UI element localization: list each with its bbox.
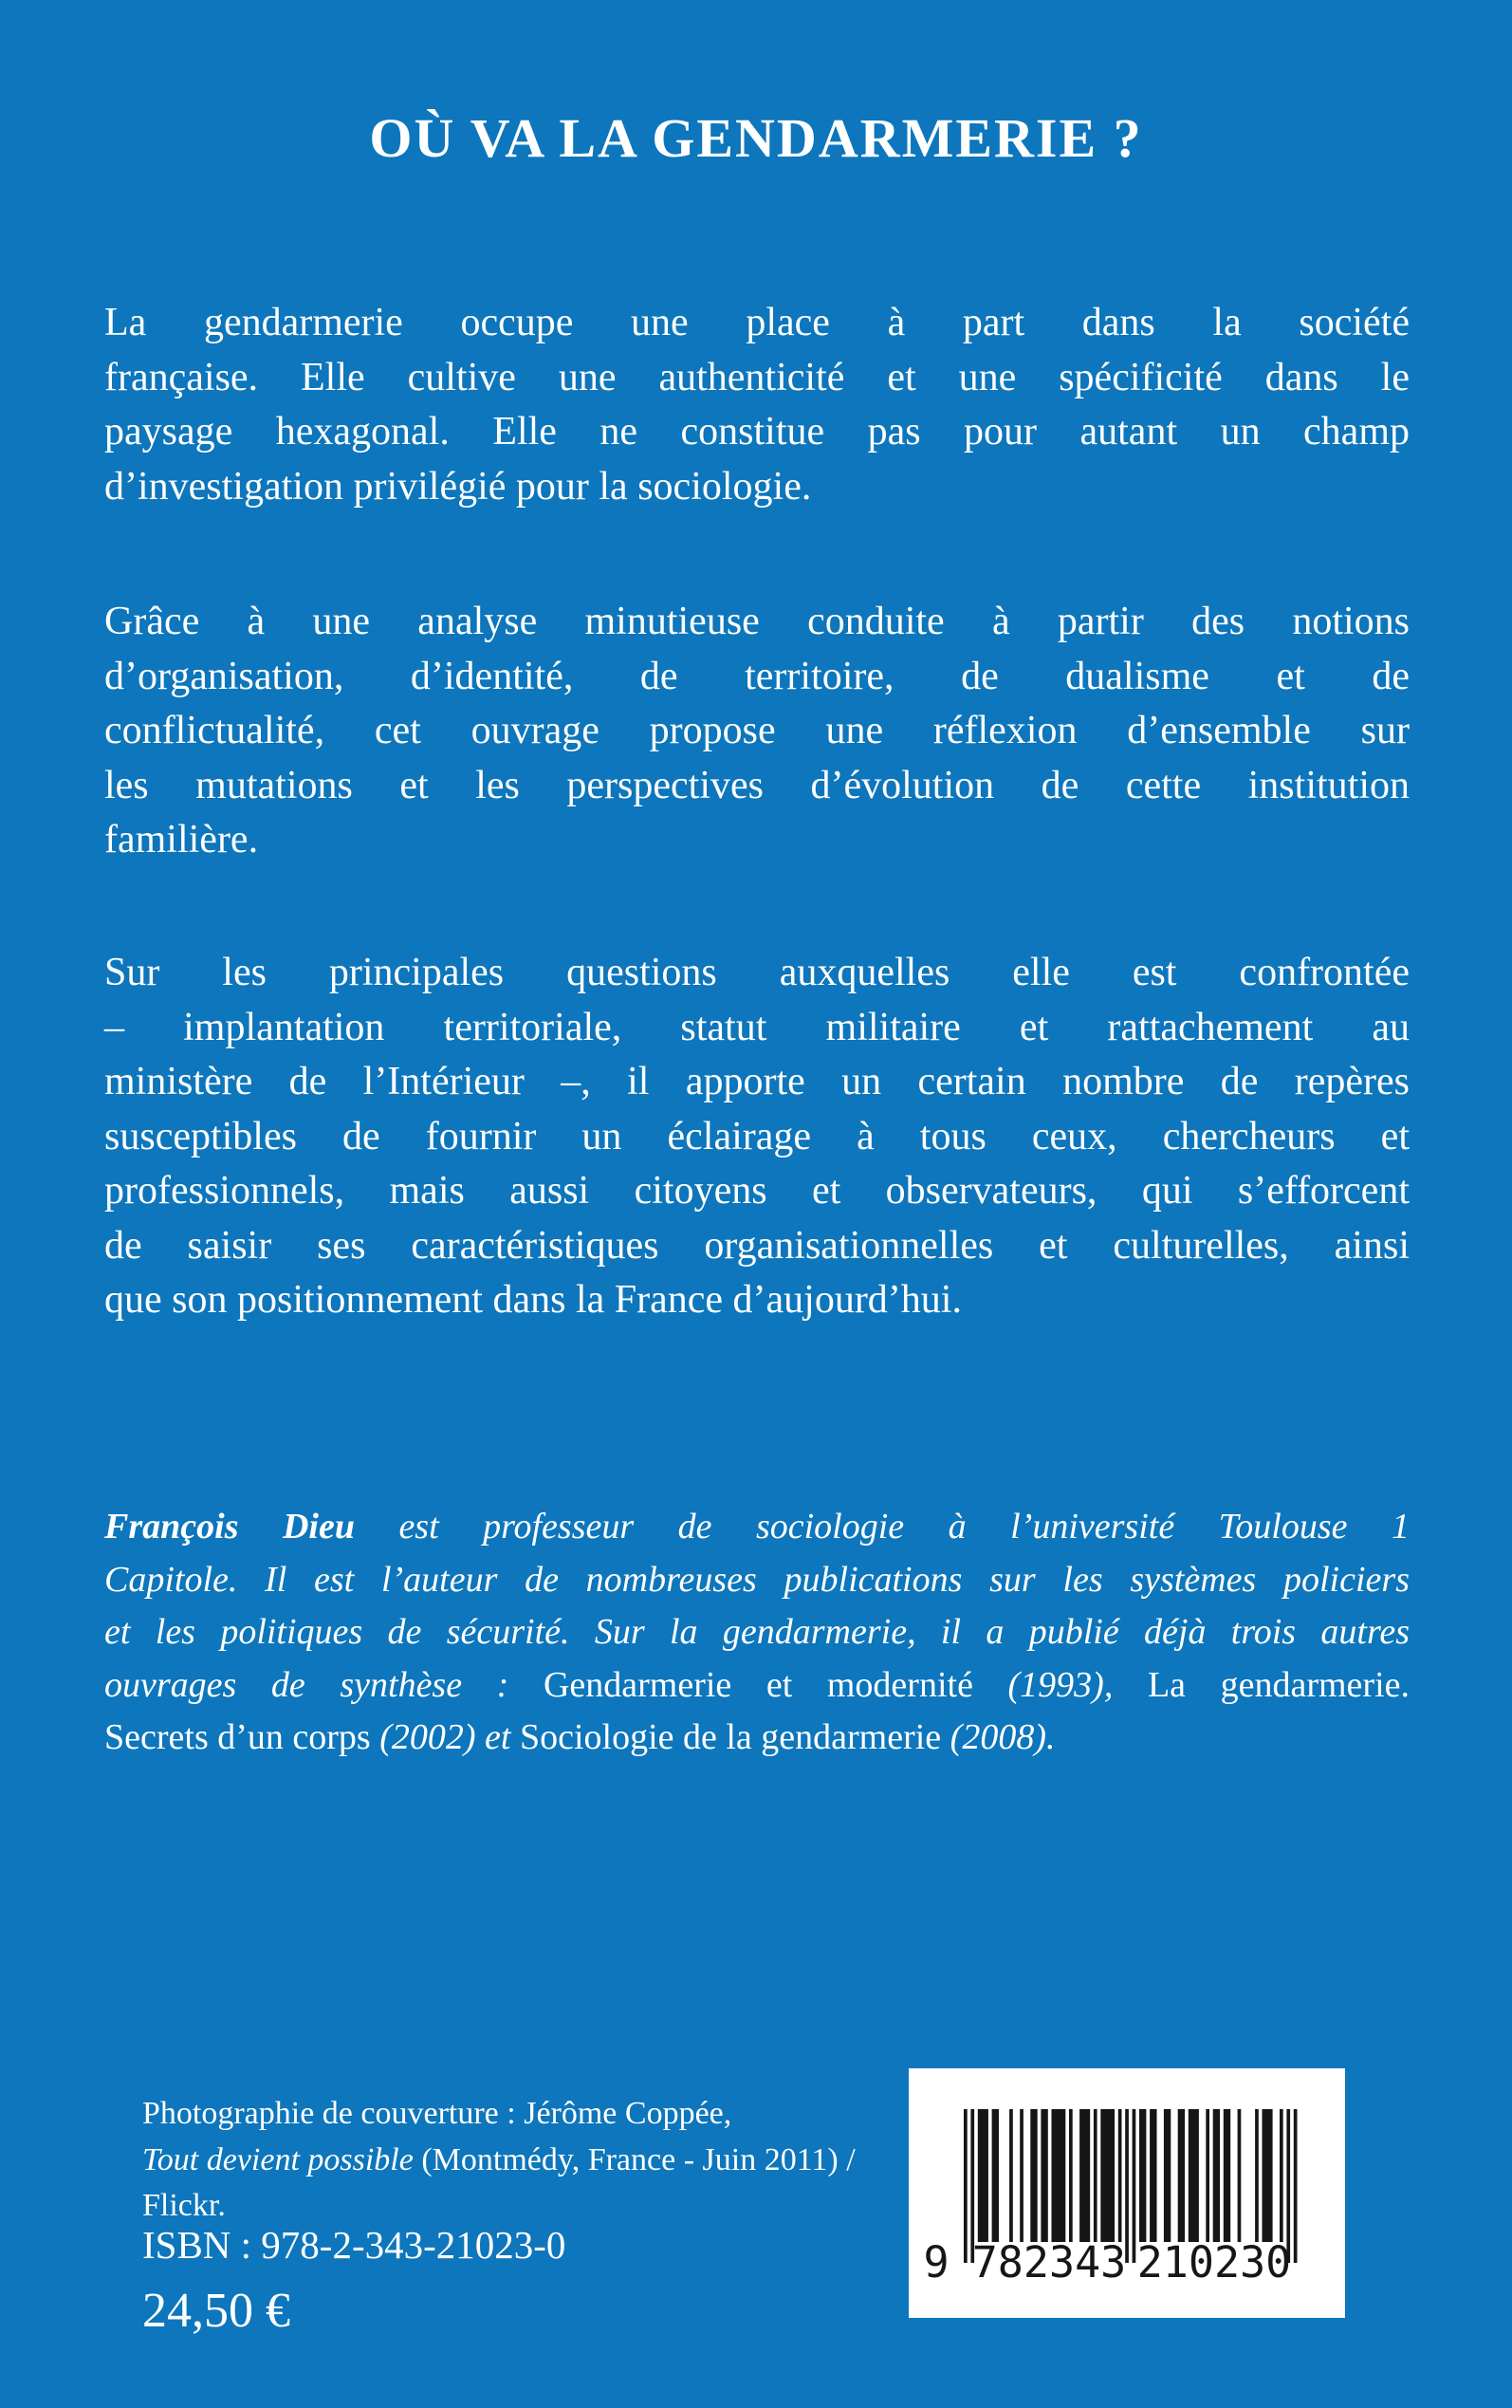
barcode-digit-group-3: 210230	[1136, 2237, 1292, 2288]
text-line: conflictualité, cet ouvrage propose une réflexion d’ensemble sur	[104, 709, 1410, 752]
text-line: susceptibles de fournir un éclairage à tous ceux, chercheurs et	[104, 1114, 1410, 1158]
text-line: François Dieu est professeur de sociologie à l’université Toulouse 1	[104, 1507, 1410, 1547]
isbn-text: ISBN : 978-2-343-21023-0	[142, 2223, 566, 2267]
text-line: paysage hexagonal. Elle ne constitue pas pour autant un champ	[104, 410, 1410, 454]
text-line: – implantation territoriale, statut militaire et rattachement au	[104, 1005, 1410, 1049]
synopsis-paragraph-1	[104, 296, 1410, 514]
text-line: française. Elle cultive une authenticité et une spécificité dans le	[104, 355, 1410, 399]
synopsis-paragraph-3	[104, 946, 1410, 1328]
author-bio	[104, 1501, 1410, 1765]
synopsis-paragraph-2	[104, 595, 1410, 868]
text-line: Capitole. Il est l’auteur de nombreuses publications sur les systèmes policiers	[104, 1559, 1410, 1600]
text-line: d’organisation, d’identité, de territoire, de dualisme et de	[104, 654, 1410, 698]
price-text: 24,50 €	[142, 2284, 290, 2338]
text-line: Photographie de couverture : Jérôme Coppée,	[142, 2096, 732, 2131]
photo-credit	[142, 2091, 996, 2230]
text-line: familière.	[104, 818, 259, 861]
barcode-digit-group-1: 9	[923, 2237, 950, 2288]
text-line: professionnels, mais aussi citoyens et observateurs, qui s’efforcent	[104, 1169, 1410, 1213]
barcode	[909, 2068, 1345, 2318]
text-line: ministère de l’Intérieur –, il apporte un certain nombre de repères	[104, 1060, 1410, 1103]
text-line: Flickr.	[142, 2188, 226, 2223]
barcode-digit-group-2: 782343	[971, 2237, 1127, 2288]
text-line: ouvrages de synthèse : Gendarmerie et modernité (1993), La gendarmerie.	[104, 1664, 1410, 1705]
text-line: que son positionnement dans la France d’aujourd’hui.	[104, 1278, 962, 1322]
text-line: les mutations et les perspectives d’évolution de cette institution	[104, 763, 1410, 807]
text-line: de saisir ses caractéristiques organisationnelles et culturelles, ainsi	[104, 1223, 1410, 1268]
text-line: d’investigation privilégié pour la sociologie.	[104, 464, 812, 509]
book-title: OÙ VA LA GENDARMERIE ?	[369, 107, 1143, 169]
text-line: Tout devient possible (Montmédy, France - Juin 2011) /	[142, 2141, 856, 2177]
text-line: Sur les principales questions auxquelles elle est confrontée	[104, 951, 1410, 994]
text-line: Secrets d’un corps (2002) et Sociologie de la gendarmerie (2008).	[104, 1717, 1056, 1757]
text-line: La gendarmerie occupe une place à part dans la société	[104, 301, 1410, 344]
text-line: et les politiques de sécurité. Sur la gendarmerie, il a publié déjà trois autres	[104, 1612, 1410, 1652]
text-line: Grâce à une analyse minutieuse conduite à partir des notions	[104, 600, 1410, 643]
